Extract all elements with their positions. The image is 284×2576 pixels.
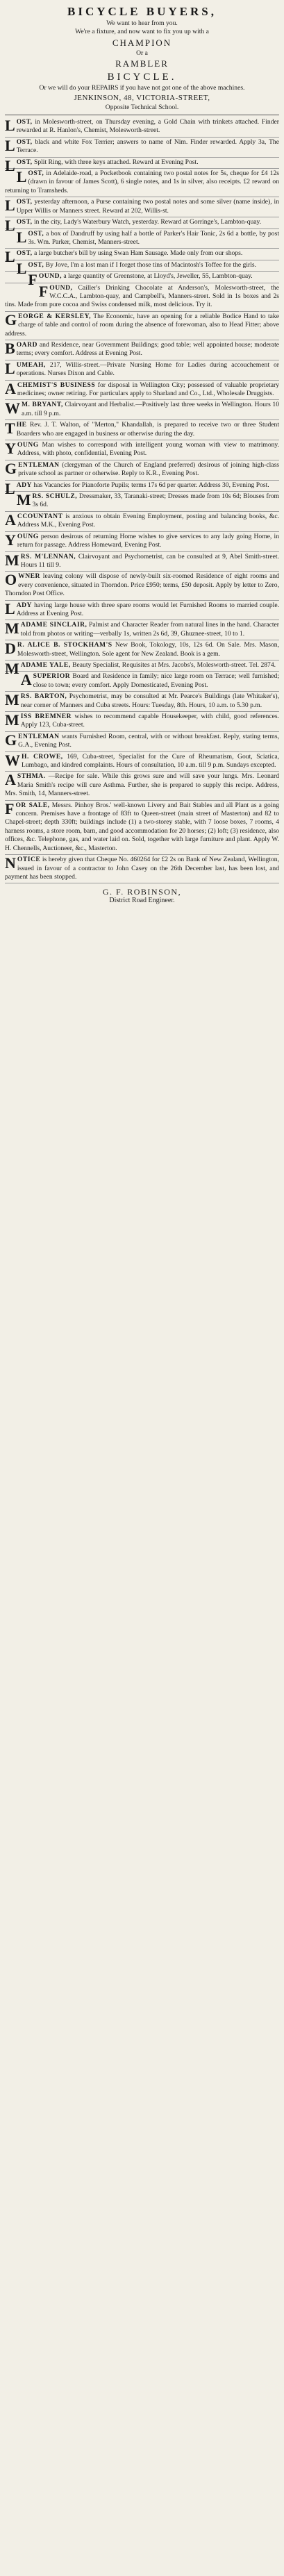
- classified-ad: [5, 620, 279, 640]
- classified-ad: [5, 360, 279, 381]
- ad-text: Man wishes to correspond with intelligent young woman with view to matrimony. Address, with photo, confidential, Evening Post.: [17, 441, 279, 458]
- ad-text: for disposal in Wellington City; possessed of valuable proprietary medicines; owner retiring. For particulars apply to Sharland and Co., Ltd., Wholesale Druggists.: [17, 381, 279, 397]
- classified-ad: [5, 552, 279, 572]
- ad-text: is hereby given that Cheque No. 460264 for £2 2s on Bank of New Zealand, Wellington, issued in favour of a contractor to John Casey on the 26th December last, has been lost, and payment has been stopped.: [5, 856, 280, 881]
- ad-initial-letter: F: [38, 282, 49, 300]
- ad-initial-letter: O: [5, 571, 17, 589]
- ad-headword: ADY: [16, 601, 32, 609]
- ad-headword: WNER: [18, 572, 40, 581]
- classified-ad: [5, 169, 279, 197]
- classified-ad: [5, 752, 279, 772]
- ad-text: Psychometrist, may be consulted at Mr. Pearce's Buildings (late Whitaker's), near corner of Manners and Cuba streets. Hours: Tuesday, 8th. Hours, 10 a.m. to 5.30 p.m.: [20, 692, 279, 709]
- ad-initial-letter: F: [5, 799, 15, 817]
- ad-initial-letter: F: [28, 271, 37, 289]
- classified-ad: [5, 197, 279, 217]
- ad-headword: CCOUNTANT: [17, 512, 63, 520]
- bicycle-heading: BICYCLE.: [107, 72, 177, 83]
- ad-initial-letter: M: [5, 551, 19, 569]
- ad-text: having large house with three spare rooms would let Furnished Rooms to married couple. Address at Evening Post.: [16, 601, 279, 617]
- ad-initial-letter: M: [5, 659, 19, 677]
- ad-initial-letter: A: [5, 379, 16, 397]
- classified-ad: [5, 138, 279, 158]
- classified-ad: [5, 640, 279, 660]
- ad-headword: UMEAH,: [16, 360, 46, 369]
- or-text: Or a: [136, 49, 148, 57]
- ad-initial-letter: A: [20, 671, 32, 689]
- ad-text: leaving colony will dispose of newly-built six-roomed Residence of eight rooms and every convenience, situated in Thorndon. Price £950; terms, £50 deposit. Apply by letter to Zero, Thorndon Post Office.: [5, 572, 279, 598]
- ad-initial-letter: L: [16, 168, 27, 186]
- rambler-brand: RAMBLER: [115, 58, 169, 69]
- bicycle-ad-headline: BICYCLE BUYERS,: [67, 5, 217, 18]
- ad-text: in the city, Lady's Waterbury Watch, yesterday. Reward at Gorringe's, Lambton-quay.: [33, 218, 262, 226]
- ad-initial-letter: L: [16, 228, 27, 246]
- classified-ad: [5, 283, 279, 312]
- ad-initial-letter: W: [5, 399, 20, 417]
- ad-headword: SUPERIOR: [33, 672, 71, 681]
- classified-ad: [5, 492, 279, 512]
- ad-text: Clairvoyant and Psychometrist, can be consulted at 9, Abel Smith-street. Hours 11 till 9.: [20, 552, 279, 569]
- ad-headword: CHEMIST'S BUSINESS: [17, 381, 96, 389]
- ad-headword: OUND,: [38, 272, 62, 281]
- bicycle-ad-line2: We're a fixture, and now want to fix you up with a: [75, 28, 209, 36]
- ad-text: a box of Dandruff by using half a bottle of Parker's Hair Tonic, 2s 6d a bottle, by post 3s. Wm. Parker, Chemist, Manners-street.: [28, 229, 279, 246]
- bicycle-ad-line1: We want to hear from you.: [106, 19, 178, 27]
- ad-text: (clergyman of the Church of England preferred) desirous of joining high-class private school as partner or otherwise. Reply to K.R., Evening Post.: [18, 460, 279, 478]
- ad-headword: ADAME SINCLAIR,: [20, 621, 87, 629]
- ad-initial-letter: M: [5, 711, 19, 729]
- classified-ad: [5, 601, 279, 621]
- ad-headword: RS. BARTON,: [20, 692, 67, 701]
- ad-initial-letter: T: [5, 419, 15, 438]
- ad-headword: STHMA.: [17, 772, 46, 781]
- bicycle-ad-signature: JENKINSON, 48, VICTORIA-STREET,: [74, 93, 210, 102]
- ad-text: New Book, Tokology, 10s, 12s 6d. On Sale. Mrs. Mason, Molesworth-street, Wellington. Sole agent for New Zealand. Book is a gem.: [17, 641, 279, 658]
- classified-ad: [5, 156, 279, 174]
- footer-title: District Road Engineer.: [109, 896, 175, 904]
- ad-text: Beauty Specialist, Requisites at Mrs. Jacobs's, Molesworth-street. Tel. 2874.: [72, 660, 276, 669]
- footer-name: G. F. ROBINSON,: [102, 887, 182, 897]
- ad-headword: OST,: [16, 118, 33, 126]
- classified-ad: [5, 117, 279, 138]
- ad-headword: OST,: [16, 198, 33, 206]
- classified-ad: [5, 400, 279, 420]
- classified-ad: [5, 512, 279, 532]
- ad-initial-letter: L: [5, 117, 15, 135]
- ad-text: Clairvoyant and Herbalist.—Positively last three weeks in Wellington. Hours 10 a.m. till 9 p.m.: [22, 401, 279, 417]
- ad-initial-letter: L: [5, 136, 15, 154]
- ad-headword: HE: [16, 421, 27, 429]
- ad-initial-letter: G: [5, 459, 17, 477]
- ad-text: wishes to recommend capable Housekeeper, with child, good references. Apply 123, Cuba-street.: [20, 713, 280, 729]
- ad-headword: OARD: [16, 340, 37, 349]
- ad-text: Messrs. Pinhoy Bros.' well-known Livery and Bait Stables and all Plant as a going concern. Premises have a frontage of 83ft to Queen-street (main street of Masterton) and 82 to Chapel-street; depth 330ft; buildings include (1) a two-storey stable, with 7 loose boxes, 7 rooms, 4 harness rooms, a store room, barn, and good accommodation for 20 horses; (2) loft; (3) residence, also offices, &c. Telephone, gas, and water laid on. Sold, together with large furniture and plant. Apply W. H. Chennells, Auctioneer, &c., Masterton.: [5, 801, 280, 852]
- ad-headword: OR SALE,: [15, 801, 50, 809]
- ad-headword: OST,: [16, 158, 33, 166]
- ad-initial-letter: Y: [5, 440, 16, 458]
- ad-headword: OST,: [28, 229, 44, 238]
- ad-initial-letter: A: [5, 510, 16, 529]
- classified-ad: [5, 440, 279, 460]
- ad-initial-letter: L: [16, 259, 27, 277]
- bicycle-ad-address-note: Opposite Technical School.: [105, 103, 179, 111]
- ad-headword: RS. SCHULZ,: [32, 492, 78, 501]
- ad-initial-letter: L: [5, 217, 15, 235]
- ad-text: 169, Cuba-street, Specialist for the Cure of Rheumatism, Gout, Sciatica, Lumbago, and kindred complaints. Hours of consultation, 10 a.m. till 9 p.m. Sundays excepted.: [22, 752, 279, 770]
- bicycle-ad: [5, 4, 279, 112]
- ad-headword: OTICE: [17, 856, 41, 864]
- ad-text: By Jove, I'm a lost man if I forget those tins of Macintosh's Toffee for the girls.: [45, 260, 257, 269]
- ad-text: is anxious to obtain Evening Employment, posting and balancing books, &c. Address M.K., Evening Post.: [17, 512, 279, 529]
- ad-headword: OUNG: [17, 532, 39, 540]
- classified-ad: [5, 855, 279, 883]
- ad-text: and Residence, near Government Buildings; good table; well appointed house; moderate terms; every comfort. Address at Evening Post.: [16, 340, 279, 358]
- classified-ad: [5, 460, 279, 481]
- footer-signature: [5, 883, 279, 905]
- ad-initial-letter: Y: [5, 531, 16, 549]
- ad-initial-letter: L: [5, 156, 15, 174]
- ad-text: person desirous of returning Home wishes to give services to any lady going Home, in return for passage. Address Homeward, Evening Post.: [17, 532, 279, 549]
- ad-initial-letter: L: [5, 359, 15, 377]
- ad-initial-letter: M: [16, 491, 31, 509]
- classified-ad: [5, 772, 279, 800]
- ad-initial-letter: M: [5, 691, 19, 709]
- ad-headword: ADY: [16, 481, 32, 489]
- ad-initial-letter: G: [5, 731, 17, 749]
- ad-initial-letter: D: [5, 640, 16, 658]
- ad-text: in Molesworth-street, on Thursday evening, a Gold Chain with trinkets attached. Finder rewarded at R. Hanlon's, Chemist, Molesworth-street.: [16, 118, 279, 135]
- champion-brand: CHAMPION: [112, 37, 172, 48]
- classified-ad: [5, 532, 279, 552]
- ad-text: The Economic, have an opening for a reliable Bodice Hand to take charge of table and control of room during the absence of forewoman, also to Head Fitter; above address.: [5, 312, 279, 338]
- ad-text: wants Furnished Room, central, with or without breakfast. Reply, stating terms, G.A., Evening Post.: [18, 732, 280, 749]
- ad-headword: OUND,: [49, 283, 73, 292]
- ad-text: 217, Willis-street.—Private Nursing Home for Ladies during accouchement or operations. Nurses Dixon and Cable.: [16, 360, 280, 378]
- ad-text: Palmist and Character Reader from natural lines in the hand. Character told from photos or writing—verbally 1s, written 2s 6d, 39, Ghuznee-street, 10 to 1.: [20, 621, 279, 638]
- ad-headword: OST,: [16, 218, 33, 226]
- ad-headword: ADAME YALE,: [20, 660, 71, 669]
- ad-text: a large quantity of Greenstone, at Lloyd's, Jeweller, 55, Lambton-quay.: [63, 272, 253, 281]
- ad-text: in Adelaide-road, a Pocketbook containing two postal notes for 5s, cheque for £4 12s (drawn in favour of James Scott), 6 single notes, and 1s in silver, also receipts. £2 reward on returning to Tramsheds.: [5, 169, 279, 194]
- ad-text: Split Ring, with three keys attached. Reward at Evening Post.: [33, 158, 199, 166]
- ad-text: black and white Fox Terrier; answers to name of Nim. Finder rewarded. Apply 3a, The Terrace.: [16, 138, 279, 155]
- classified-ad: [5, 801, 279, 855]
- ad-text: yesterday afternoon, a Purse containing two postal notes and some silver (name inside), in Upper Willis or Manners street. Reward at 202, Willis-st.: [16, 198, 279, 215]
- classified-ad: [5, 312, 279, 340]
- classified-ads-list: [5, 117, 279, 883]
- ad-initial-letter: B: [5, 339, 15, 357]
- ad-headword: RS. M'LENNAN,: [20, 552, 76, 560]
- ad-text: —Recipe for sale. While this grows sure and will save your lungs. Mrs. Leonard Maria Smith's recipe will cure Asthma. Further, she is prepared to supply this recipe. Address, Mrs. Smith, 14, Manners-street.: [5, 772, 279, 798]
- ad-text: a large butcher's bill by using Swan Ham Sausage. Made only from our shops.: [33, 249, 243, 258]
- ad-headword: OUNG: [17, 441, 39, 449]
- ad-initial-letter: N: [5, 854, 16, 872]
- classified-ad: [5, 217, 279, 235]
- classified-ad: [5, 229, 279, 249]
- bicycle-ad-line3: Or we will do your REPAIRS if you have not got one of the above machines.: [39, 84, 245, 92]
- ad-headword: ENTLEMAN: [18, 460, 60, 469]
- ad-initial-letter: M: [5, 620, 19, 638]
- classified-ad: [5, 340, 279, 360]
- ad-initial-letter: A: [5, 771, 16, 789]
- ad-text: Board and Residence in family; nice large room on Terrace; well furnished; close to town; every comfort. Apply Domesticated, Evening Post.: [33, 672, 280, 689]
- ad-headword: OST,: [28, 169, 44, 178]
- ad-initial-letter: L: [5, 197, 15, 215]
- ad-initial-letter: L: [5, 248, 15, 266]
- ad-text: Dressmaker, 33, Taranaki-street; Dresses made from 10s 6d; Blouses from 3s 6d.: [32, 492, 279, 509]
- classified-ad: [5, 271, 279, 289]
- classified-ad: [5, 692, 279, 712]
- ad-text: has Vacancies for Pianoforte Pupils; terms 17s 6d per quarter. Address 30, Evening Post.: [33, 481, 269, 489]
- ad-headword: R. ALICE B. STOCKHAM'S: [17, 641, 112, 649]
- ad-headword: ENTLEMAN: [18, 732, 60, 740]
- ad-text: Cailler's Drinking Chocolate at Anderson's, Molesworth-street, the W.C.C.A., Lambton-quay, and Campbell's, Manners-street. Sold in 1s boxes and 2s tins. Made from pure cocoa and Swiss condensed milk, most delicious. Try it.: [5, 283, 279, 309]
- classified-ad: [5, 672, 279, 692]
- ad-headword: OST,: [28, 260, 44, 269]
- classified-ad: [5, 572, 279, 600]
- ad-headword: OST,: [16, 138, 33, 146]
- ad-text: Rev. J. T. Walton, of "Merton," Khandallah, is prepared to receive two or three Student Boarders who are engaged in business or otherwise during the day.: [16, 421, 279, 438]
- classified-ad: [5, 712, 279, 732]
- ad-headword: H. CROWE,: [22, 752, 63, 761]
- ad-headword: M. BRYANT,: [22, 401, 63, 409]
- ad-initial-letter: L: [5, 599, 15, 617]
- ad-initial-letter: G: [5, 310, 17, 329]
- classified-ad: [5, 420, 279, 440]
- classified-ad: [5, 732, 279, 752]
- classified-ad: [5, 381, 279, 401]
- ad-headword: EORGE & KERSLEY,: [18, 312, 92, 320]
- ad-initial-letter: W: [5, 751, 20, 769]
- ad-initial-letter: L: [5, 479, 15, 497]
- ad-headword: OST,: [16, 249, 33, 258]
- ad-headword: ISS BREMNER: [20, 713, 72, 720]
- newspaper-column: [5, 0, 279, 905]
